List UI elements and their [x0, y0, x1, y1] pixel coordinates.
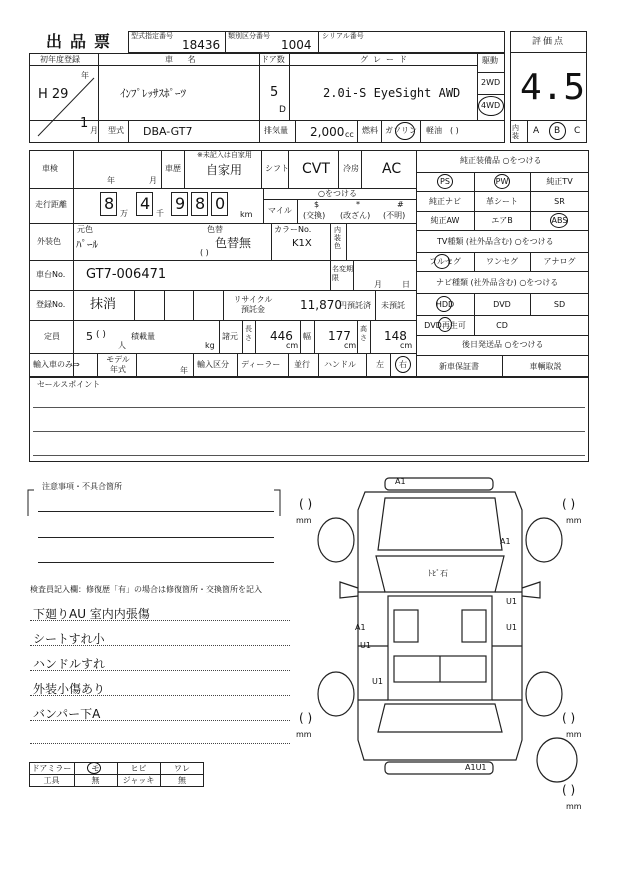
tire-fl-mm: mm: [296, 516, 312, 525]
parallel-label: 並行: [294, 360, 310, 369]
note-item-5: バンパー下A: [33, 707, 101, 721]
jack-label: ジャッキ: [122, 776, 155, 785]
history-value: 自家用: [206, 163, 243, 177]
length-value: 446: [270, 329, 293, 343]
load-unit: kg: [205, 341, 215, 350]
category-label: 類別区分番号: [228, 32, 270, 40]
drive-4wd: 4WD: [481, 101, 501, 110]
jack-value: 無: [178, 776, 186, 785]
first-reg-era: H 29: [38, 87, 69, 102]
drive-4wd-circle: [478, 96, 504, 116]
handle-left: 左: [376, 360, 384, 369]
model-cert-no: 18436: [182, 38, 221, 52]
dealer-label: ディーラー: [241, 360, 281, 369]
recycle-status: 円預託済: [339, 301, 371, 310]
repaint-label: 色替: [207, 225, 223, 234]
interior-b-circle: [549, 122, 566, 140]
width-unit: cm: [344, 341, 357, 350]
grade-label: グレード: [360, 55, 412, 64]
recycle-label: リサイクル預託金: [233, 295, 273, 314]
type-value: DBA-GT7: [143, 125, 193, 138]
name-change-month: 月: [374, 280, 382, 289]
width-value: 177: [328, 329, 351, 343]
model-year-unit: 年: [180, 366, 188, 375]
interior-b: B: [554, 126, 561, 136]
interior-color-label: 内装色: [334, 226, 341, 250]
mileage-opt-unknown-sym: #: [397, 200, 404, 209]
later-title: 後日発送品 ○をつける: [462, 340, 544, 349]
lightoil-label: 軽油: [426, 126, 442, 135]
equip-leather: 革シート: [486, 196, 518, 206]
tool-value: 無: [91, 776, 100, 785]
sen-unit: 千: [156, 209, 164, 218]
tv-analog: アナログ: [543, 257, 576, 266]
tire-rl-paren: ( ): [299, 711, 313, 725]
diagram-hood-mark: A1: [500, 537, 511, 546]
car-name-label: 車 名: [165, 55, 202, 64]
displacement-value: 2,000: [310, 125, 345, 139]
grade-value: 2.0i-S EyeSight AWD: [323, 86, 461, 100]
equip-ps: PS: [440, 177, 450, 186]
navi-dvd-play-circle: [438, 317, 452, 332]
equip-abs-circle: [550, 213, 568, 228]
tire-rl-mm: mm: [296, 730, 312, 739]
type-label: 型式: [108, 126, 124, 135]
import-label: 輸入車のみ⇒: [33, 360, 80, 369]
rating-value: 4.5: [520, 67, 586, 108]
displacement-unit: cc: [345, 130, 354, 139]
handle-right: 右: [399, 360, 407, 369]
mileage-opt-altered-sym: *: [356, 200, 360, 209]
tire-rr-mm: mm: [566, 730, 582, 739]
reg-no-label: 登録No.: [36, 300, 66, 309]
ac-value: AC: [382, 161, 402, 177]
category-no: 1004: [281, 38, 312, 52]
inspection-year-unit: 年: [107, 176, 115, 185]
original-color: ﾊﾟｰﾙ: [76, 238, 98, 251]
tv-fullseg: フルセグ: [429, 257, 461, 266]
interior-c: C: [574, 126, 581, 136]
sales-point-box: [29, 377, 589, 462]
mileage-opt-unknown: (不明): [383, 211, 406, 220]
month-unit: 月: [90, 126, 98, 135]
equipment-title: 純正装備品 ○をつける: [460, 156, 542, 165]
navi-hdd: HDD: [435, 299, 455, 309]
fuel-value: ガソリン: [385, 126, 417, 135]
original-color-label: 元色: [77, 225, 93, 234]
tire-fr-mm: mm: [566, 516, 582, 525]
mileage-opt-exchange: (交換): [303, 211, 326, 220]
doors-value: 5: [270, 85, 279, 100]
equip-airbag: エアB: [491, 216, 513, 225]
diagram-right-rear: U1: [506, 623, 517, 632]
import-class-label: 輸入区分: [197, 360, 229, 369]
tire-fr-paren: ( ): [562, 497, 576, 511]
diagram-rear-mark: A1U1: [465, 763, 487, 772]
first-reg-month: 1: [80, 116, 89, 131]
mirror-mo-circle: [87, 762, 101, 774]
interior-a: A: [533, 126, 540, 136]
shift-label: シフト: [265, 164, 289, 173]
capacity-paren: ( ): [96, 330, 106, 340]
tire-spare-mm: mm: [566, 802, 582, 811]
later-warranty: 新車保証書: [439, 361, 479, 371]
model-cert-label: 型式指定番号: [131, 32, 173, 40]
dims-label: 諸元: [222, 332, 238, 341]
equip-sr: SR: [554, 196, 565, 206]
tool-label: 工具: [43, 776, 60, 785]
model-year-label: モデル年式: [106, 355, 130, 374]
tv-title: TV種類 (社外品含む) ○をつける: [437, 237, 554, 246]
tire-rr-paren: ( ): [562, 711, 576, 725]
rating-label: 評価点: [532, 37, 566, 47]
length-unit: cm: [286, 341, 299, 350]
navi-title: ナビ種類 (社外品含む) ○をつける: [436, 278, 559, 287]
equip-ps-circle: [437, 174, 453, 189]
navi-sd: SD: [553, 299, 566, 309]
fuel-circle: [395, 122, 415, 140]
mileage-digit-1: 8: [104, 194, 115, 213]
note-item-3: ハンドルすれ: [33, 657, 106, 671]
lightoil-paren: ( ): [450, 126, 459, 135]
mileage-label: 走行距離: [35, 200, 67, 209]
note-item-1: 下廻りAU 室内内張傷: [33, 607, 150, 621]
diagram-left-rear: U1: [372, 677, 383, 686]
mileage-digit-3: 9: [175, 194, 186, 213]
man-unit: 万: [120, 209, 128, 218]
capacity-value: 5: [86, 330, 93, 343]
km-unit: km: [240, 210, 253, 219]
mileage-digit-4: 8: [195, 194, 206, 213]
navi-dvd-play: DVD再生可: [424, 320, 466, 330]
recycle-value: 11,870: [300, 298, 342, 312]
car-diagram-svg: [290, 470, 590, 810]
diagram-windshield-mark: ﾄﾋﾞ石: [428, 569, 448, 578]
form-title: 出品票: [46, 32, 119, 51]
navi-hdd-circle: [436, 296, 452, 312]
handle-right-circle: [395, 356, 411, 373]
tire-spare-paren: ( ): [562, 783, 576, 797]
equip-abs: ABS: [551, 216, 568, 225]
load-label: 積載量: [131, 332, 155, 341]
capacity-unit: 人: [118, 341, 126, 350]
equip-pw-circle: [494, 174, 510, 189]
equip-navi: 純正ナビ: [429, 196, 461, 206]
chassis-label: 車台No.: [36, 270, 66, 279]
shift-value: CVT: [302, 161, 330, 177]
car-name: ｲﾝﾌﾟﾚｯｻｽﾎﾟｰﾂ: [120, 87, 186, 100]
first-reg-label: 初年度登録: [40, 55, 80, 64]
navi-dvd: DVD: [493, 299, 511, 309]
drive-2wd: 2WD: [481, 78, 501, 87]
mirror-label: ドアミラー: [31, 763, 72, 773]
note-item-2: シートすれ小: [33, 632, 105, 646]
serial-label: シリアル番号: [322, 32, 364, 40]
width-label: 幅: [303, 332, 311, 341]
mirror-broken: ワレ: [174, 763, 190, 773]
ac-label: 冷房: [343, 164, 359, 173]
history-label: 車歴: [165, 164, 181, 173]
inspection-label: 車検: [42, 164, 58, 173]
sales-title: セールスポイント: [37, 380, 101, 389]
height-value: 148: [384, 329, 407, 343]
drive-label: 駆動: [482, 56, 498, 65]
mileage-opt-exchange-sym: $: [314, 200, 320, 209]
mileage-digit-5: 0: [215, 194, 226, 213]
mileage-digit-2: 4: [140, 194, 151, 213]
diagram-left-front-u: U1: [360, 641, 371, 650]
displacement-label: 排気量: [264, 126, 288, 135]
fuel-label: 燃料: [362, 126, 378, 135]
doors-label: ドア数: [261, 55, 285, 64]
height-unit: cm: [400, 341, 413, 350]
inspector-note: 検査員記入欄：修復歴「有」の場合は修復箇所・交換箇所を記入: [30, 585, 262, 594]
history-note: ※未記入は自家用: [197, 151, 252, 159]
equip-tv: 純正TV: [546, 177, 573, 186]
car-diagram: [290, 470, 590, 810]
equip-pw: PW: [495, 177, 509, 186]
color-no: K1X: [292, 238, 312, 249]
color-no-label: カラーNo.: [274, 225, 312, 234]
mirror-mo: モ: [91, 763, 100, 773]
door-type: D: [279, 105, 286, 115]
repaint-paren: ( ): [200, 248, 209, 257]
diagram-right-front: U1: [506, 597, 517, 606]
capacity-label: 定員: [44, 332, 60, 341]
inspection-month-unit: 月: [149, 176, 157, 185]
notes-title: 注意事項・不具合箇所: [42, 482, 122, 491]
name-change-label: 名変期限: [332, 265, 353, 282]
mirror-crack: ヒビ: [130, 763, 147, 773]
navi-cd: CD: [496, 320, 508, 330]
mileage-opt-altered: (改ざん): [340, 211, 371, 220]
length-label: 長さ: [245, 325, 252, 342]
repaint-value: 色替無: [215, 236, 252, 250]
year-unit: 年: [81, 71, 89, 80]
diagram-left-front-a: A1: [355, 623, 366, 632]
exterior-label: 外装色: [37, 237, 61, 246]
note-item-4: 外装小傷あり: [33, 682, 106, 696]
interior-label: 内装: [512, 124, 519, 140]
equip-aw: 純正AW: [430, 216, 460, 225]
reg-no-value: 抹消: [90, 297, 117, 312]
mileage-opt-mile: マイル: [268, 206, 292, 215]
height-label: 高さ: [360, 325, 367, 342]
handle-label: ハンドル: [324, 360, 356, 369]
mileage-circle-note: ○をつける: [318, 189, 357, 198]
tire-fl-paren: ( ): [299, 497, 313, 511]
tv-fullseg-circle: [434, 254, 450, 269]
diagram-front-mark: A1: [395, 477, 406, 486]
name-change-day: 日: [402, 280, 410, 289]
notes-frame: [26, 486, 282, 566]
unpaid-label: 未預託: [381, 301, 405, 310]
tv-oneseg: ワンセグ: [486, 257, 518, 266]
chassis-value: GT7-006471: [86, 267, 167, 282]
later-manual: 車輌取説: [529, 361, 562, 371]
